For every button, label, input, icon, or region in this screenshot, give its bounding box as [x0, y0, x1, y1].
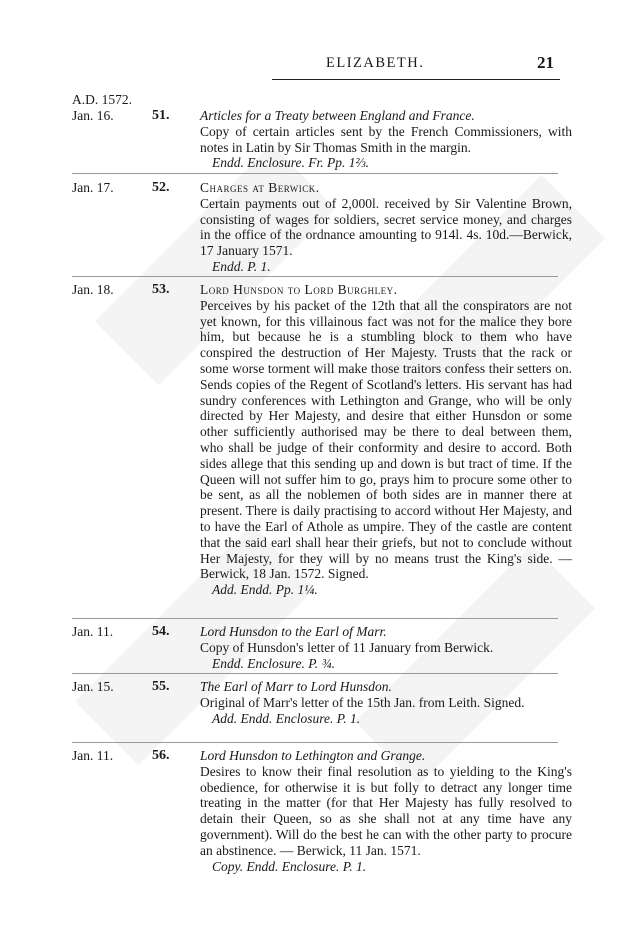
entry-date: Jan. 11. — [72, 624, 114, 639]
entry-separator — [72, 173, 558, 174]
entry-date: Jan. 16. — [72, 108, 114, 123]
entry-date: Jan. 15. — [72, 679, 114, 694]
entry-refs: Add. Endd. Pp. 1¼. — [212, 582, 318, 598]
entry-refs: Endd. P. 1. — [212, 258, 271, 274]
entry-title: The Earl of Marr to Lord Hunsdon. — [200, 679, 392, 694]
entry-date: Jan. 11. — [72, 748, 114, 763]
entry-title: Articles for a Treaty between England and France. — [200, 108, 475, 123]
entry-separator — [72, 673, 558, 674]
entry-number: 56. — [152, 748, 170, 763]
entry-title: Lord Hunsdon to Lethington and Grange. — [200, 748, 426, 763]
entry-number: 54. — [152, 624, 170, 639]
entry-refs: Endd. Enclosure. P. ¾. — [212, 655, 335, 671]
header-rule — [272, 79, 560, 80]
entry-number: 53. — [152, 282, 170, 297]
entry-title: Lord Hunsdon to the Earl of Marr. — [200, 624, 387, 639]
entry-refs: Endd. Enclosure. Fr. Pp. 1⅔. — [212, 155, 369, 171]
entry-text: Copy of Hunsdon's letter of 11 January from Berwick. — [200, 639, 494, 655]
entry-number: 55. — [152, 679, 170, 694]
entry-text: Certain payments out of 2,000l. received by Sir Valentine Brown, consisting of wages for soldiers, secret service money, and charges in the office of the ordnance amounting to 914l. 4s. 10d.—Berwick, 17 January 1571. — [200, 195, 572, 259]
running-head-title: ELIZABETH. — [326, 55, 425, 71]
entry-text: Original of Marr's letter of the 15th Jan. from Leith. Signed. — [200, 694, 525, 710]
entry-text: Copy of certain articles sent by the French Commissioners, with notes in Latin by Sir Thomas Smith in the margin. — [200, 123, 572, 155]
page-number: 21 — [537, 53, 554, 72]
entry-text: Perceives by his packet of the 12th that all the conspirators are not yet known, for this villainous fact was not for the malice they bore him, but because he is a stumbling block to them who have conspired the destruction of Her Majesty. Trusts that the rack or some worse torment will make those traitors confess their setters on. Sends copies of the Regent of Scotland's letters. His servant has had sundry conferences with Lethington and Grange, who will be only directed by Her Majesty, and desire that either Hunsdon or some other sufficiently authorised may be there to deal between them, who shall be judge of their conformity and desire to accord. Both sides allege that this sending up and down is but tract of time. If the Queen will not suffer him to go, prays him to procure some other to be sent, as all the noblemen of both sides are in manner there at present. There is daily practising to accord without Her Majesty, and to have the Earl of Athole as umpire. They of the castle are content that the said earl shall hear their griefs, but not to conclude without Her Majesty, for they will by no means trust the King's side. —Berwick, 18 Jan. 1572. Signed. — [200, 297, 572, 582]
entry-number: 52. — [152, 180, 170, 195]
entry-title: Charges at Berwick. — [200, 180, 320, 195]
entry-title: Lord Hunsdon to Lord Burghley. — [200, 282, 398, 297]
entry-refs: Copy. Endd. Enclosure. P. 1. — [212, 858, 367, 874]
year-label: A.D. 1572. — [72, 92, 132, 107]
entry-separator — [72, 742, 558, 743]
entry-date: Jan. 17. — [72, 180, 114, 195]
entry-number: 51. — [152, 108, 170, 123]
entry-separator — [72, 618, 558, 619]
entry-text: Desires to know their final resolution as to yielding to the King's obedience, for otherwise it is but folly to detract any longer time treating in the matter (for that Her Majesty has fully resolved to detain their Queen, so as she shall not at any time have any government). Will do the best he can with the other party to procure an abstinence. — Berwick, 11 Jan. 1571. — [200, 763, 572, 858]
entry-date: Jan. 18. — [72, 282, 114, 297]
entry-separator — [72, 276, 558, 277]
entry-refs: Add. Endd. Enclosure. P. 1. — [212, 710, 361, 726]
